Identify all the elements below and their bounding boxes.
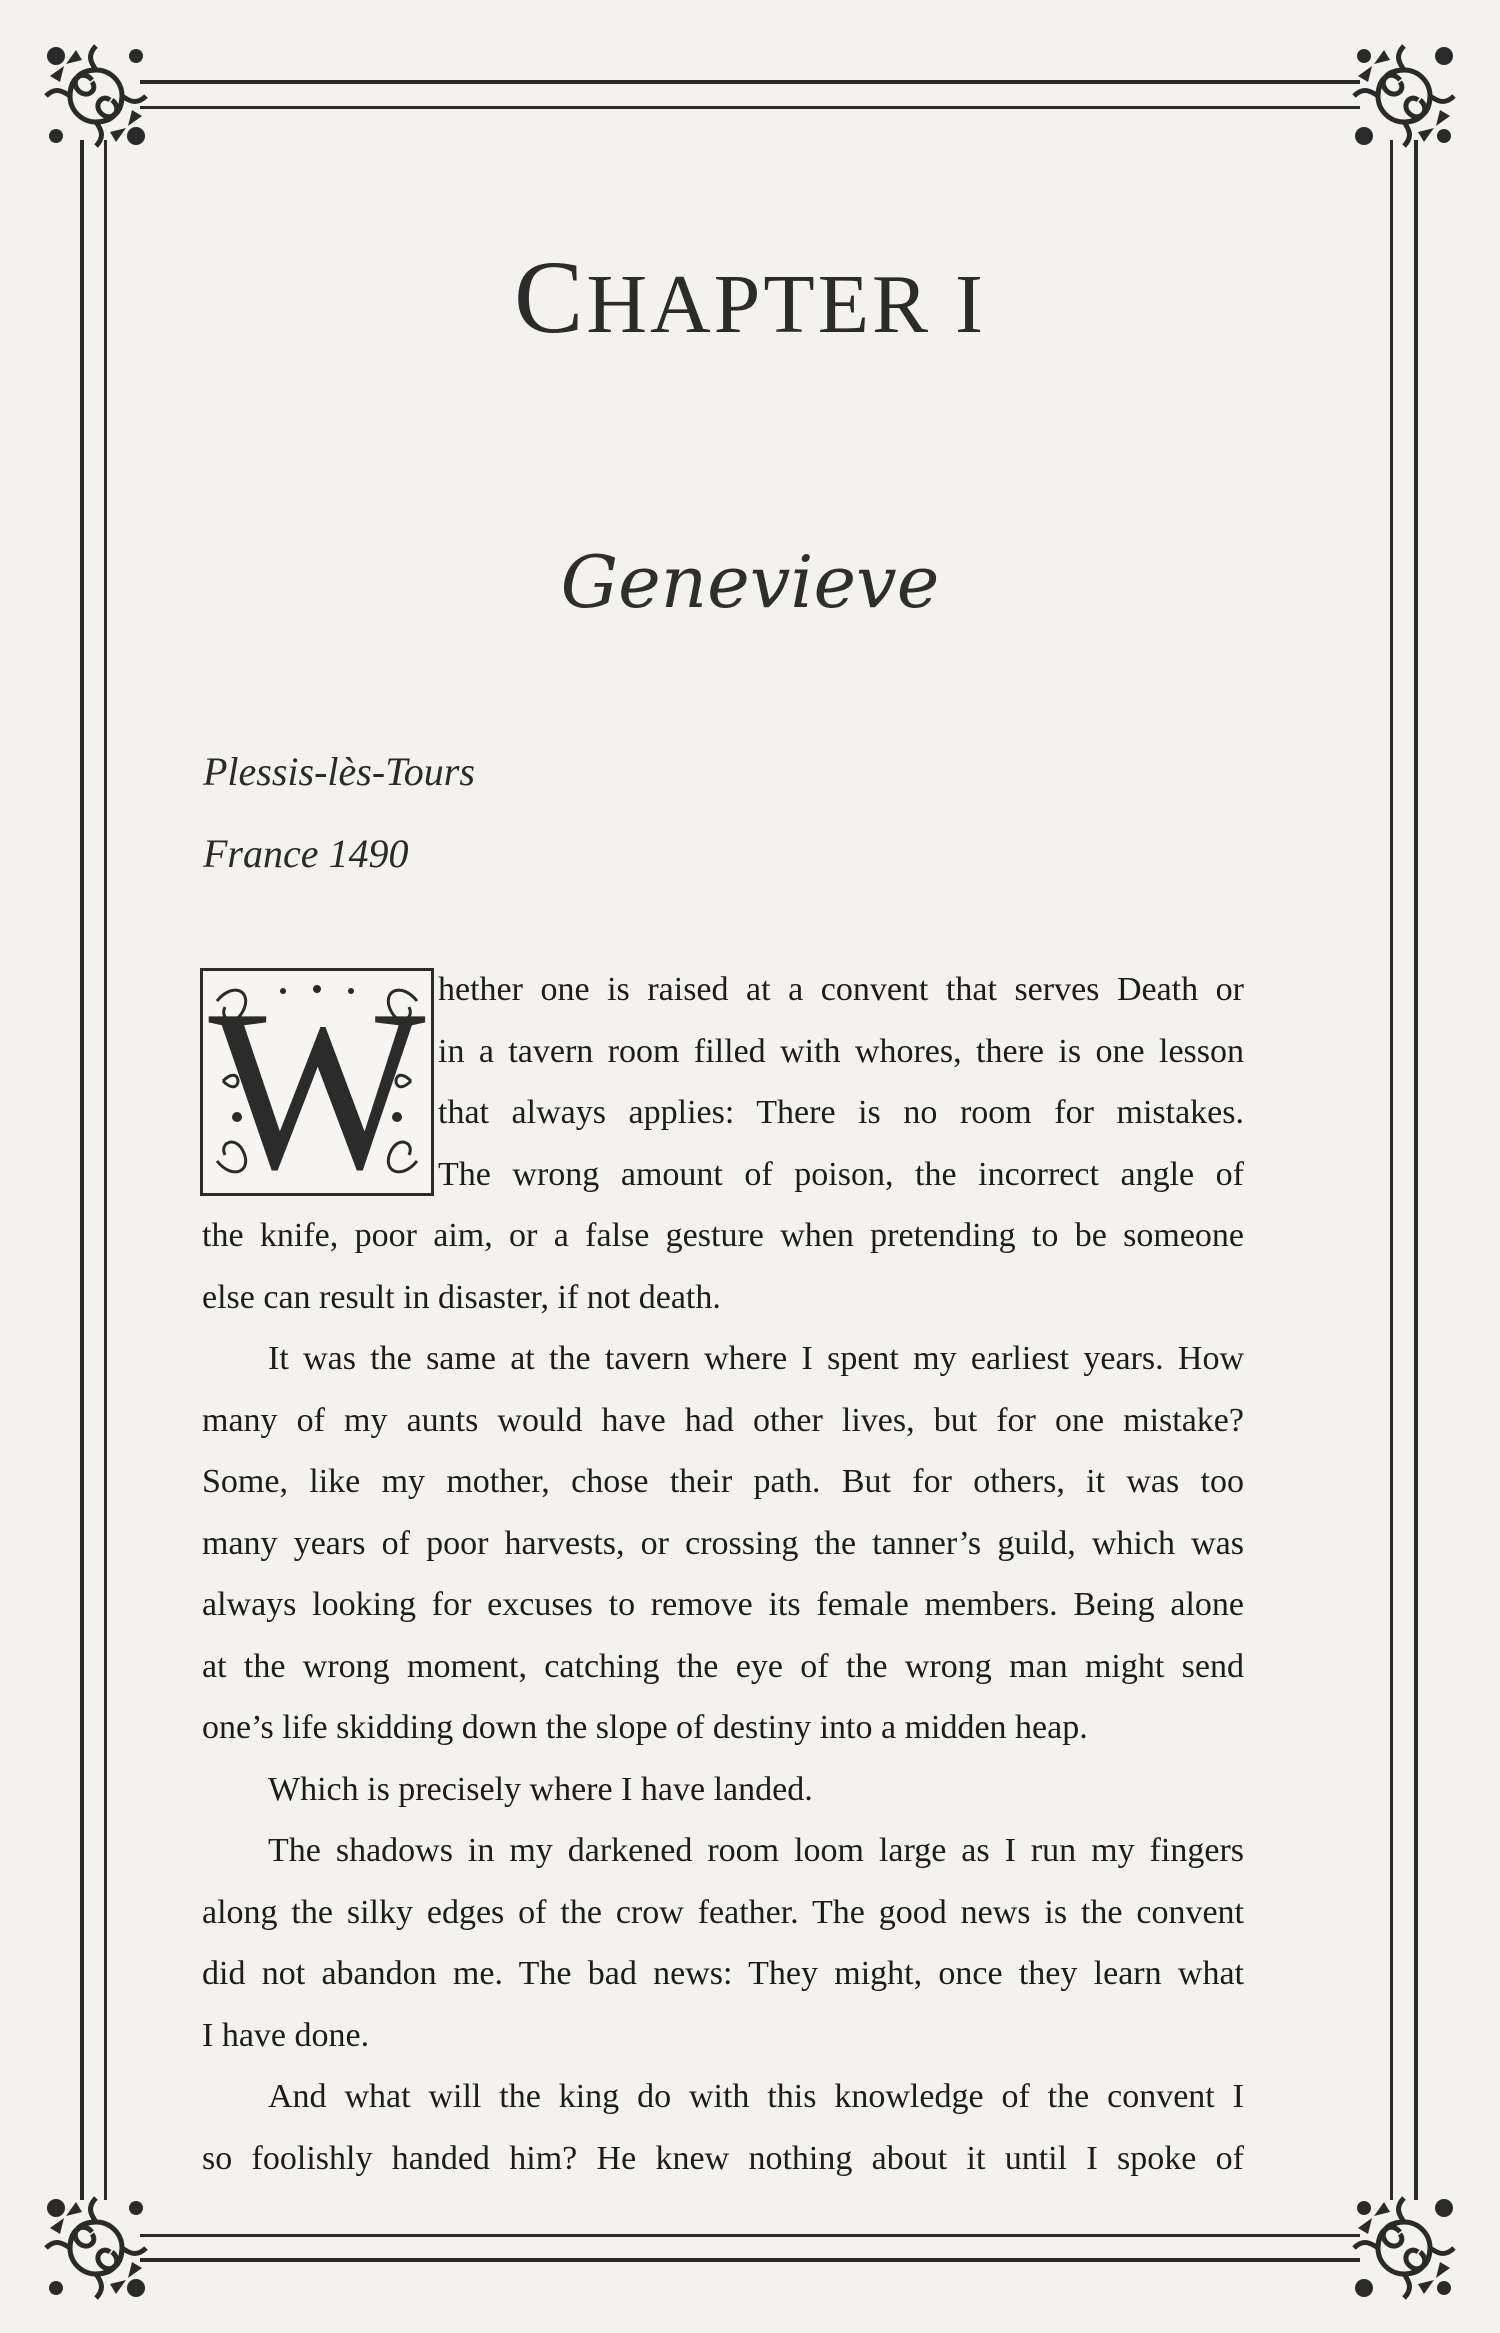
text-line: I have done. [202, 2017, 370, 2054]
text-line: else can result in disaster, if not death. [202, 1279, 721, 1316]
corner-ornament-icon [1344, 2188, 1464, 2308]
text-line: The shadows in my darkened room loom large as I run my fingers [268, 1832, 1244, 1869]
drop-cap-letter: W [208, 971, 426, 1193]
text-line: so foolishly handed him? He knew nothing about it until I spoke of [202, 2140, 1244, 2177]
chapter-subtitle: Genevieve [560, 540, 940, 624]
chapter-title [0, 238, 1500, 357]
corner-ornament-icon [1344, 36, 1464, 156]
chapter-title-rest: HAPTER I [586, 258, 987, 351]
text-line: And what will the king do with this knowledge of the convent I [268, 2078, 1244, 2115]
text-line: It was the same at the tavern where I spent my earliest years. How [268, 1340, 1244, 1377]
text-line: at the wrong moment, catching the eye of the wrong man might send [202, 1648, 1244, 1685]
text-line: one’s life skidding down the slope of destiny into a midden heap. [202, 1709, 1088, 1746]
drop-cap-ornament-icon [203, 971, 431, 1193]
text-line: always looking for excuses to remove its female members. Being alone [202, 1586, 1244, 1623]
text-line: Which is precisely where I have landed. [268, 1771, 813, 1808]
text-line: the knife, poor aim, or a false gesture when pretending to be someone [202, 1217, 1244, 1254]
drop-cap [200, 968, 434, 1196]
text-line: Some, like my mother, chose their path. But for others, it was too [202, 1463, 1244, 1500]
text-line: in a tavern room filled with whores, there is one lesson [438, 1033, 1244, 1070]
location-year: France 1490 [203, 831, 409, 876]
text-line: many of my aunts would have had other lives, but for one mistake? [202, 1402, 1244, 1439]
corner-ornament-icon [36, 36, 156, 156]
text-line: hether one is raised at a convent that serves Death or [438, 971, 1244, 1008]
text-line: many years of poor harvests, or crossing the tanner’s guild, which was [202, 1525, 1244, 1562]
text-line: that always applies: There is no room for mistakes. [438, 1094, 1244, 1131]
text-line: The wrong amount of poison, the incorrect angle of [438, 1156, 1244, 1193]
chapter-title-initial: C [513, 240, 587, 355]
text-line: along the silky edges of the crow feather. The good news is the convent [202, 1894, 1244, 1931]
corner-ornament-icon [36, 2188, 156, 2308]
text-line: did not abandon me. The bad news: They might, once they learn what [202, 1955, 1244, 1992]
location-place: Plessis-lès-Tours [203, 749, 475, 794]
